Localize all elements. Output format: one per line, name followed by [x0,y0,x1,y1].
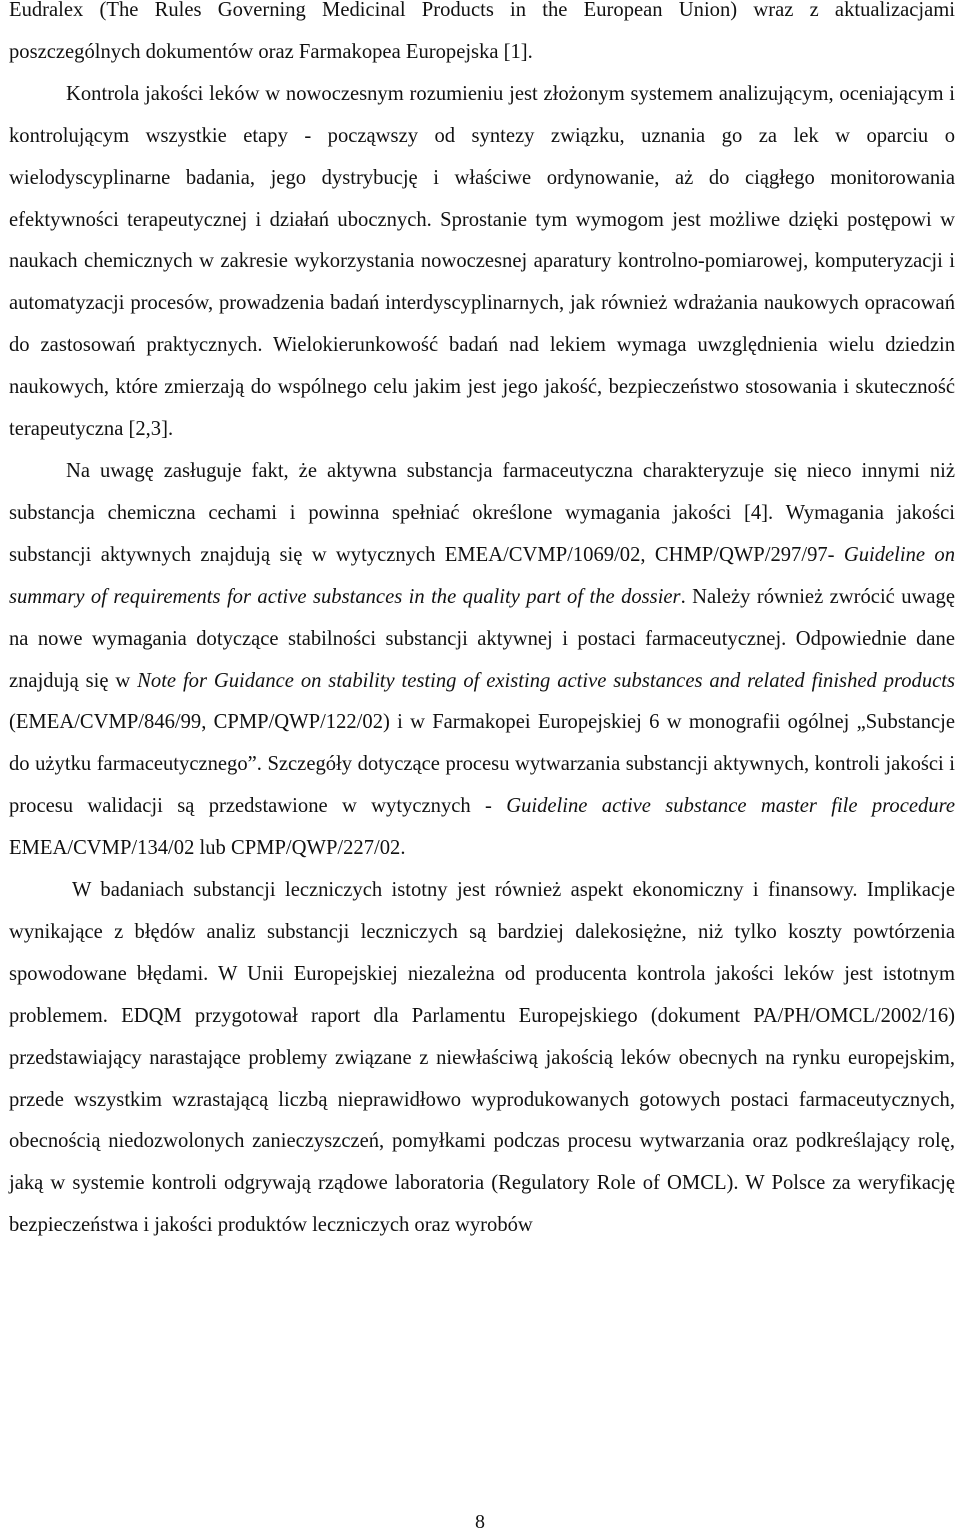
document-page [9,0,955,1247]
text-segment: Eudralex (The Rules Governing Medicinal Products in the European Union) wraz z aktualizacjami poszczególnych dokumentów oraz Farmakopea Europejska [1]. [9,0,955,63]
italic-text-segment: Note for Guidance on stability testing of existing active substances and related finished products [137,669,956,692]
page-number: 8 [475,1511,485,1533]
paragraph-economic-aspect [9,870,955,1247]
paragraph-quality-control [9,74,955,451]
text-segment: Kontrola jakości leków w nowoczesnym rozumieniu jest złożonym systemem analizującym, oceniającym i kontrolującym wszystkie etapy - począwszy od syntezy związku, uznania go za lek w oparciu o wielodyscyplinarne badania, jego dystrybucję i właściwe ordynowanie, aż do ciągłego monitorowania efektywności terapeutycznej i działań ubocznych. Sprostanie tym wymogom jest możliwe dzięki postępowi w naukach chemicznych w zakresie wykorzystania nowoczesnej aparatury kontrolno-pomiarowej, komputeryzacji i automatyzacji procesów, prowadzenia badań interdyscyplinarnych, jak również wdrażania naukowych opracowań do zastosowań praktycznych. Wielokierunkowość badań nad lekiem wymaga uwzględnienia wielu dziedzin naukowych, które zmierzają do wspólnego celu jakim jest jego jakość, bezpieczeństwo stosowania i skuteczność terapeutyczna [2,3]. [9,82,955,441]
text-segment: . Należy również zwrócić uwagę na nowe wymagania dotyczące stabilności substancji aktywnej i postaci farmaceutycznej. Odpowiednie dane znajdują się w [9,585,955,692]
text-segment: EMEA/CVMP/134/02 lub CPMP/QWP/227/02. [9,837,406,860]
text-segment: W badaniach substancji leczniczych istotny jest również aspekt ekonomiczny i finansowy. Implikacje wynikające z błędów analiz substancji leczniczych są bardziej dalekosiężne, niż tylko koszty powtórzenia spowodowane błędami. W Unii Europejskiej niezależna od producenta kontrola jakości leków jest istotnym problemem. EDQM przygotował raport dla Parlamentu Europejskiego (dokument PA/PH/OMCL/2002/16) przedstawiający narastające problemy związane z niewłaściwą jakością leków obecnych na rynku europejskim, przede wszystkim wzrastającą liczbą nieprawidłowo wyprodukowanych gotowych postaci farmaceutycznych, obecnością niedozwolonych zanieczyszczeń, pomyłkami podczas procesu wytwarzania oraz podkreślający rolę, jaką w systemie kontroli odgrywają rządowe laboratoria (Regulatory Role of OMCL). W Polsce za weryfikację bezpieczeństwa i jakości produktów leczniczych oraz wyrobów [9,879,955,1237]
paragraph-continuation [9,0,955,74]
italic-text-segment: Guideline on summary of requirements for active substances in the quality part of the dossier [9,543,955,608]
text-segment: (EMEA/CVMP/846/99, CPMP/QWP/122/02) i w Farmakopei Europejskiej 6 w monografii ogólnej „Substancje do użytku farmaceutycznego”. Szczegóły dotyczące procesu wytwarzania substancji aktywnych, kontroli jakości i procesu walidacji są przedstawione w wytycznych - [9,711,955,818]
text-segment: Na uwagę zasługuje fakt, że aktywna substancja farmaceutyczna charakteryzuje się nieco innymi niż substancja chemiczna cechami i powinna spełniać określone wymagania jakości [4]. Wymagania jakości substancji aktywnych znajdują się w wytycznych EMEA/CVMP/1069/02, CHMP/QWP/297/97- [9,459,955,566]
paragraph-active-substance [9,451,955,870]
italic-text-segment: Guideline active substance master file procedure [506,795,955,818]
